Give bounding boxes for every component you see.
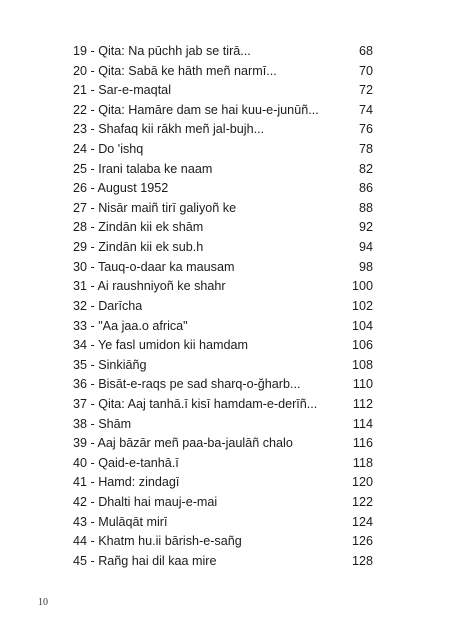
toc-entry-page: 126 [351,534,373,549]
toc-entry-title: 19 - Qita: Na pūchh jab se tirā... [73,44,251,58]
toc-entry-page: 100 [351,279,373,294]
toc-entry-title: 28 - Zindān kii ek shām [73,220,204,235]
toc-entry-page: 106 [351,338,373,353]
toc-entry [73,297,373,317]
toc-entry-page: 120 [351,475,373,490]
toc-entry-title: 23 - Shafaq kii rākh meñ jal-bujh... [73,122,265,137]
toc-entry-page: 118 [352,455,373,470]
toc-entry [73,140,373,160]
toc-entry-page: 82 [358,161,373,176]
toc-entry-title: 32 - Darīcha [73,298,143,313]
toc-entry-page: 104 [351,318,373,333]
toc-entry [73,179,373,199]
toc-entry [73,473,373,493]
toc-entry-page: 68 [358,44,373,58]
toc-entry-page: 98 [358,259,373,274]
toc-entry [73,62,373,82]
toc-entry-title: 45 - Rañg hai dil kaa mire [73,553,217,568]
toc-entry-page: 94 [358,240,373,255]
toc-entry [73,120,373,140]
toc-entry-title: 33 - "Aa jaa.o africa" [73,318,188,333]
toc-entry-title: 41 - Hamd: zindagī [73,475,180,490]
page-number: 10 [38,597,48,608]
toc-entry-title: 35 - Sinkiāñg [73,357,147,372]
toc-entry-page: 102 [351,298,373,313]
toc-entry [73,81,373,101]
toc-entry-title: 40 - Qaid-e-tanhā.ī [73,455,179,470]
toc-entry-title: 36 - Bisāt-e-raqs pe sad sharq-o-ğharb... [73,377,301,392]
toc-entry-title: 30 - Tauq-o-daar ka mausam [73,259,235,274]
toc-entry-title: 43 - Mulāqāt mirī [73,514,168,529]
toc-entry-title: 31 - Ai raushniyoñ ke shahr [73,279,226,294]
toc-entry-title: 37 - Qita: Aaj tanhā.ī kisī hamdam-e-derīñ... [73,396,318,411]
toc-entry-page: 92 [358,220,373,235]
toc-entry-title: 42 - Dhalti hai mauj-e-mai [73,495,218,510]
toc-entry-title: 25 - Irani talaba ke naam [73,161,213,176]
toc-entry-page: 116 [352,436,373,451]
toc-entry [73,336,373,356]
toc-entry-title: 21 - Sar-e-maqtal [73,83,171,98]
toc-entry-title: 26 - August 1952 [73,181,169,196]
toc-entry-page: 70 [358,63,373,78]
toc-entry [73,356,373,376]
toc-entry-page: 76 [358,122,373,137]
toc-entry [73,160,373,180]
toc-entry-page: 108 [351,357,373,372]
toc-entry [73,395,373,415]
toc-entry-title: 38 - Shām [73,416,132,431]
toc-entry-title: 24 - Do 'ishq [73,142,144,157]
toc-entry-page: 124 [351,514,373,529]
toc-entry [73,238,373,258]
toc-entry-title: 22 - Qita: Hamāre dam se hai kuu-e-junūñ... [73,102,319,117]
toc-entry-title: 29 - Zindān kii ek sub.h [73,240,204,255]
toc-entry [73,532,373,552]
toc-entry-page: 128 [351,553,373,568]
toc-entry [73,375,373,395]
toc-entry [73,199,373,219]
toc-entry [73,552,373,572]
toc-entry [73,101,373,121]
toc-entry [73,42,373,62]
toc-entry [73,493,373,513]
toc-entry-title: 39 - Aaj bāzār meñ paa-ba-jaulāñ chalo [73,436,293,451]
toc-entry-page: 110 [352,377,373,392]
toc-entry-page: 122 [351,495,373,510]
toc-entry [73,434,373,454]
toc-entry-page: 88 [358,200,373,215]
toc-entry-page: 112 [352,396,373,411]
toc-entry-title: 27 - Nisār maiñ tirī galiyoñ ke [73,200,237,215]
toc-entry [73,513,373,533]
toc-entry [73,258,373,278]
table-of-contents [73,42,373,571]
toc-entry [73,317,373,337]
toc-entry-title: 34 - Ye fasl umidon kii hamdam [73,338,249,353]
toc-entry [73,218,373,238]
toc-entry-page: 74 [358,102,373,117]
toc-entry [73,454,373,474]
toc-entry-title: 20 - Qita: Sabā ke hāth meñ narmī... [73,63,277,78]
toc-entry [73,415,373,435]
toc-entry-page: 86 [358,181,373,196]
toc-entry [73,277,373,297]
toc-entry-page: 114 [352,416,373,431]
toc-entry-title: 44 - Khatm hu.ii bārish-e-sañg [73,534,242,549]
toc-entry-page: 78 [358,142,373,157]
toc-entry-page: 72 [358,83,373,98]
